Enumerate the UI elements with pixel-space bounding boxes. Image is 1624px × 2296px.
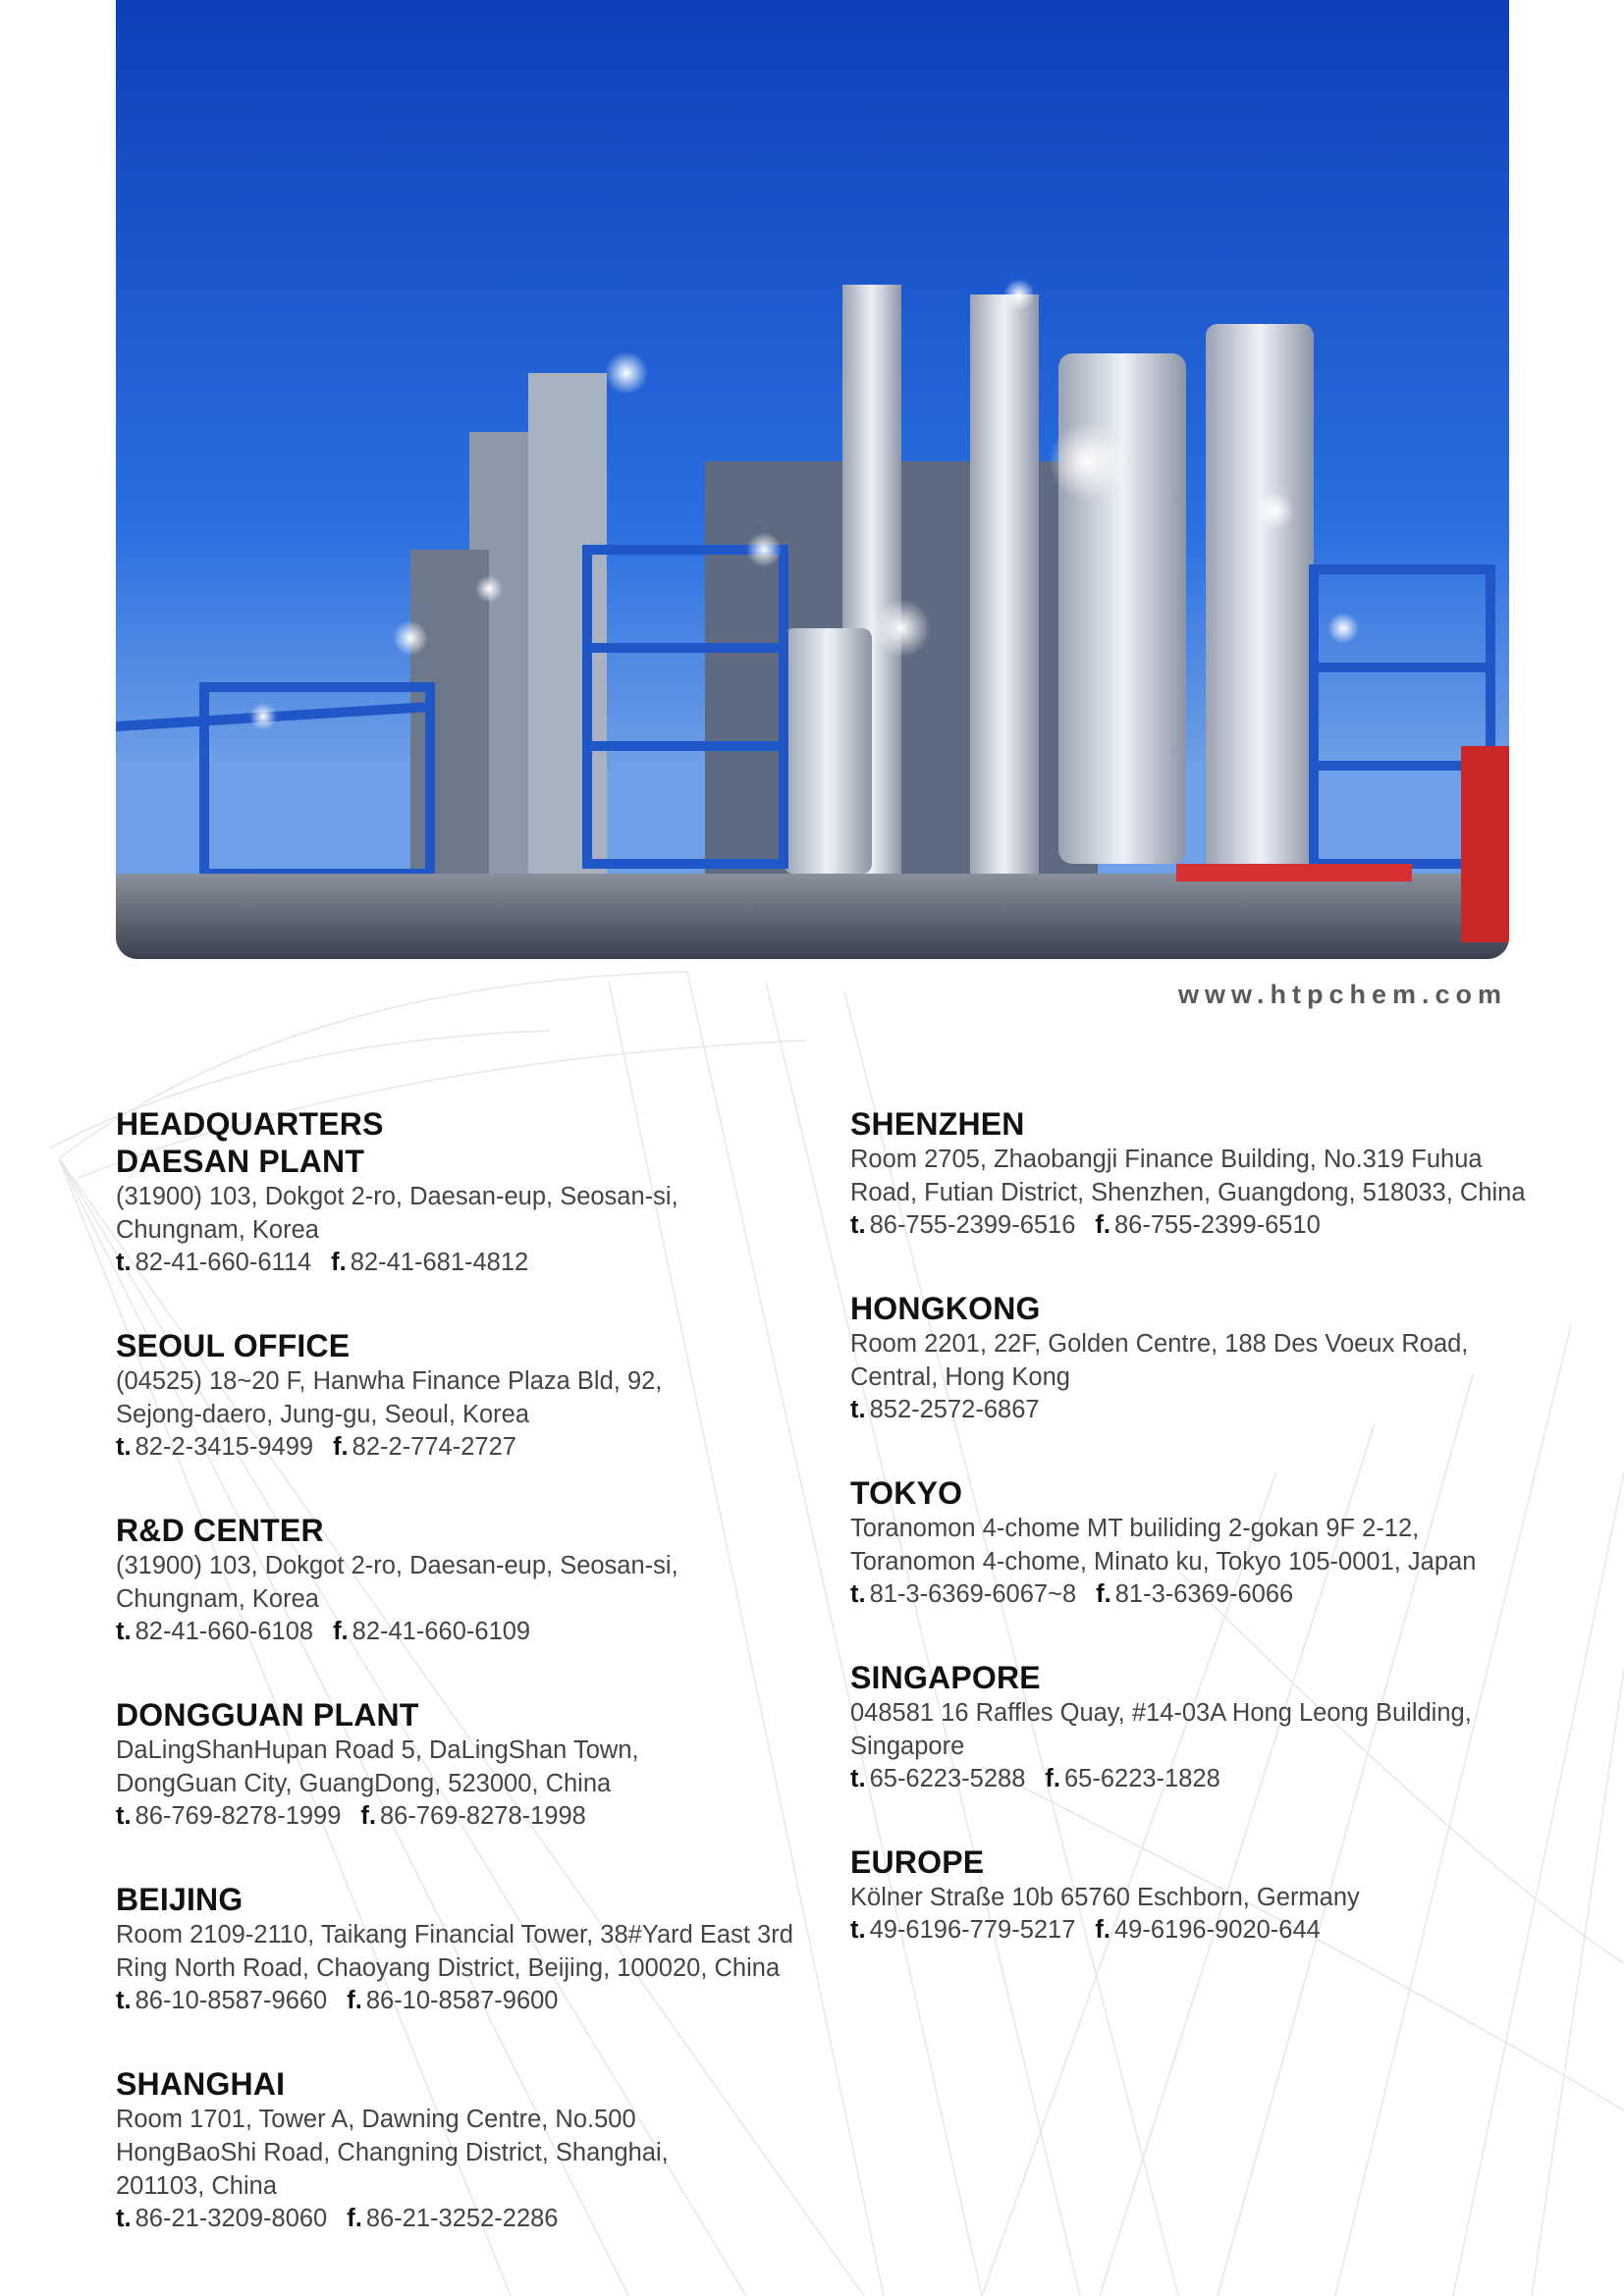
tel-label: t. bbox=[116, 1433, 132, 1461]
office-contact bbox=[850, 1914, 1538, 1947]
office-block bbox=[116, 1105, 803, 1279]
office-address-line: Room 1701, Tower A, Dawning Centre, No.500 bbox=[116, 2106, 636, 2133]
office-address-line: HongBaoShi Road, Changning District, Shanghai, bbox=[116, 2139, 669, 2166]
tel-label: t. bbox=[850, 1396, 866, 1423]
office-contact bbox=[116, 1985, 803, 2017]
office-address-line: Chungnam, Korea bbox=[116, 1216, 319, 1244]
tel-number: 49-6196-779-5217 bbox=[869, 1916, 1076, 1944]
fax-label: f. bbox=[1095, 1211, 1110, 1239]
office-contact bbox=[116, 1247, 803, 1279]
tel-label: t. bbox=[116, 1618, 132, 1645]
office-block bbox=[850, 1105, 1538, 1242]
office-title: DONGGUAN PLANT bbox=[116, 1697, 419, 1733]
fax-label: f. bbox=[360, 1802, 376, 1830]
left-office-column bbox=[116, 1105, 803, 2283]
fax-label: f. bbox=[347, 2205, 362, 2232]
fax-label: f. bbox=[1045, 1765, 1060, 1792]
office-contact bbox=[116, 1616, 803, 1648]
office-title: DAESAN PLANT bbox=[116, 1144, 365, 1179]
office-address-line: 201103, China bbox=[116, 2172, 277, 2200]
hero-plant-photo bbox=[116, 0, 1509, 959]
office-title: BEIJING bbox=[116, 1882, 244, 1917]
fax-number: 49-6196-9020-644 bbox=[1114, 1916, 1321, 1944]
tel-label: t. bbox=[850, 1580, 866, 1608]
right-office-column bbox=[850, 1105, 1538, 1995]
tel-number: 86-755-2399-6516 bbox=[869, 1211, 1076, 1239]
office-title: R&D CENTER bbox=[116, 1513, 324, 1548]
tel-number: 86-21-3209-8060 bbox=[135, 2205, 328, 2232]
office-title: SHANGHAI bbox=[116, 2066, 286, 2102]
office-address-line: Ring North Road, Chaoyang District, Beijing, 100020, China bbox=[116, 1954, 781, 1982]
office-address-line: Room 2109-2110, Taikang Financial Tower, 38#Yard East 3rd bbox=[116, 1921, 793, 1949]
fax-label: f. bbox=[333, 1433, 349, 1461]
office-contact bbox=[116, 2203, 803, 2235]
tel-label: t. bbox=[116, 1249, 132, 1276]
fax-number: 82-41-660-6109 bbox=[352, 1618, 531, 1645]
tel-number: 82-41-660-6108 bbox=[135, 1618, 314, 1645]
fax-number: 82-2-774-2727 bbox=[352, 1433, 516, 1461]
office-address-line: DaLingShanHupan Road 5, DaLingShan Town, bbox=[116, 1736, 639, 1764]
tel-number: 86-10-8587-9660 bbox=[135, 1987, 328, 2014]
website-url[interactable]: www.htpchem.com bbox=[1177, 980, 1507, 1009]
office-contact bbox=[850, 1209, 1538, 1242]
fax-number: 86-755-2399-6510 bbox=[1114, 1211, 1321, 1239]
office-address-line: DongGuan City, GuangDong, 523000, China bbox=[116, 1770, 612, 1797]
office-contact bbox=[850, 1578, 1538, 1611]
fax-label: f. bbox=[1096, 1580, 1111, 1608]
fax-label: f. bbox=[1095, 1916, 1110, 1944]
office-address-line: Toranomon 4-chome, Minato ku, Tokyo 105-0001, Japan bbox=[850, 1548, 1477, 1575]
office-contact bbox=[116, 1800, 803, 1833]
office-title: EUROPE bbox=[850, 1844, 985, 1880]
tel-number: 65-6223-5288 bbox=[869, 1765, 1026, 1792]
fax-number: 86-769-8278-1998 bbox=[380, 1802, 586, 1830]
office-title: SHENZHEN bbox=[850, 1106, 1025, 1142]
tel-label: t. bbox=[850, 1211, 866, 1239]
office-title: HEADQUARTERS bbox=[116, 1106, 384, 1142]
office-address-line: Sejong-daero, Jung-gu, Seoul, Korea bbox=[116, 1401, 530, 1428]
office-address-line: (31900) 103, Dokgot 2-ro, Daesan-eup, Seosan-si, bbox=[116, 1183, 678, 1210]
office-title: TOKYO bbox=[850, 1475, 963, 1511]
office-block bbox=[850, 1474, 1538, 1611]
office-contact bbox=[116, 1431, 803, 1464]
office-title: SEOUL OFFICE bbox=[116, 1328, 351, 1363]
office-address-line: (31900) 103, Dokgot 2-ro, Daesan-eup, Seosan-si, bbox=[116, 1552, 678, 1579]
tel-number: 852-2572-6867 bbox=[869, 1396, 1040, 1423]
office-block bbox=[850, 1290, 1538, 1426]
office-address-line: Road, Futian District, Shenzhen, Guangdong, 518033, China bbox=[850, 1179, 1526, 1206]
fax-number: 86-21-3252-2286 bbox=[365, 2205, 559, 2232]
fax-number: 81-3-6369-6066 bbox=[1114, 1580, 1294, 1608]
office-block bbox=[850, 1843, 1538, 1947]
office-address-line: (04525) 18~20 F, Hanwha Finance Plaza Bld, 92, bbox=[116, 1367, 663, 1395]
tel-label: t. bbox=[116, 1802, 132, 1830]
tel-label: t. bbox=[850, 1916, 866, 1944]
tel-number: 86-769-8278-1999 bbox=[135, 1802, 342, 1830]
office-address-line: Kölner Straße 10b 65760 Eschborn, Germany bbox=[850, 1884, 1360, 1911]
tel-number: 82-2-3415-9499 bbox=[135, 1433, 314, 1461]
office-contact bbox=[850, 1394, 1538, 1426]
tel-label: t. bbox=[116, 1987, 132, 2014]
office-address-line: 048581 16 Raffles Quay, #14-03A Hong Leong Building, bbox=[850, 1699, 1472, 1727]
office-address-line: Singapore bbox=[850, 1733, 965, 1760]
office-block bbox=[850, 1659, 1538, 1795]
fax-number: 86-10-8587-9600 bbox=[365, 1987, 559, 2014]
office-block bbox=[116, 2065, 803, 2235]
tel-number: 82-41-660-6114 bbox=[135, 1249, 312, 1276]
office-block bbox=[116, 1696, 803, 1833]
tel-label: t. bbox=[850, 1765, 866, 1792]
office-block bbox=[116, 1327, 803, 1464]
fax-label: f. bbox=[331, 1249, 347, 1276]
office-title: SINGAPORE bbox=[850, 1660, 1041, 1695]
office-address-line: Central, Hong Kong bbox=[850, 1363, 1070, 1391]
office-block bbox=[116, 1881, 803, 2017]
office-address-line: Room 2201, 22F, Golden Centre, 188 Des Voeux Road, bbox=[850, 1330, 1469, 1358]
fax-label: f. bbox=[347, 1987, 362, 2014]
office-address-line: Room 2705, Zhaobangji Finance Building, No.319 Fuhua bbox=[850, 1146, 1483, 1173]
office-title: HONGKONG bbox=[850, 1291, 1041, 1326]
fax-label: f. bbox=[333, 1618, 349, 1645]
tel-label: t. bbox=[116, 2205, 132, 2232]
tel-number: 81-3-6369-6067~8 bbox=[869, 1580, 1077, 1608]
office-address-line: Chungnam, Korea bbox=[116, 1585, 319, 1613]
fax-number: 65-6223-1828 bbox=[1063, 1765, 1220, 1792]
fax-number: 82-41-681-4812 bbox=[350, 1249, 529, 1276]
plant-illustration bbox=[116, 0, 1509, 959]
office-address-line: Toranomon 4-chome MT builiding 2-gokan 9F 2-12, bbox=[850, 1515, 1420, 1542]
office-block bbox=[116, 1512, 803, 1648]
office-contact bbox=[850, 1763, 1538, 1795]
